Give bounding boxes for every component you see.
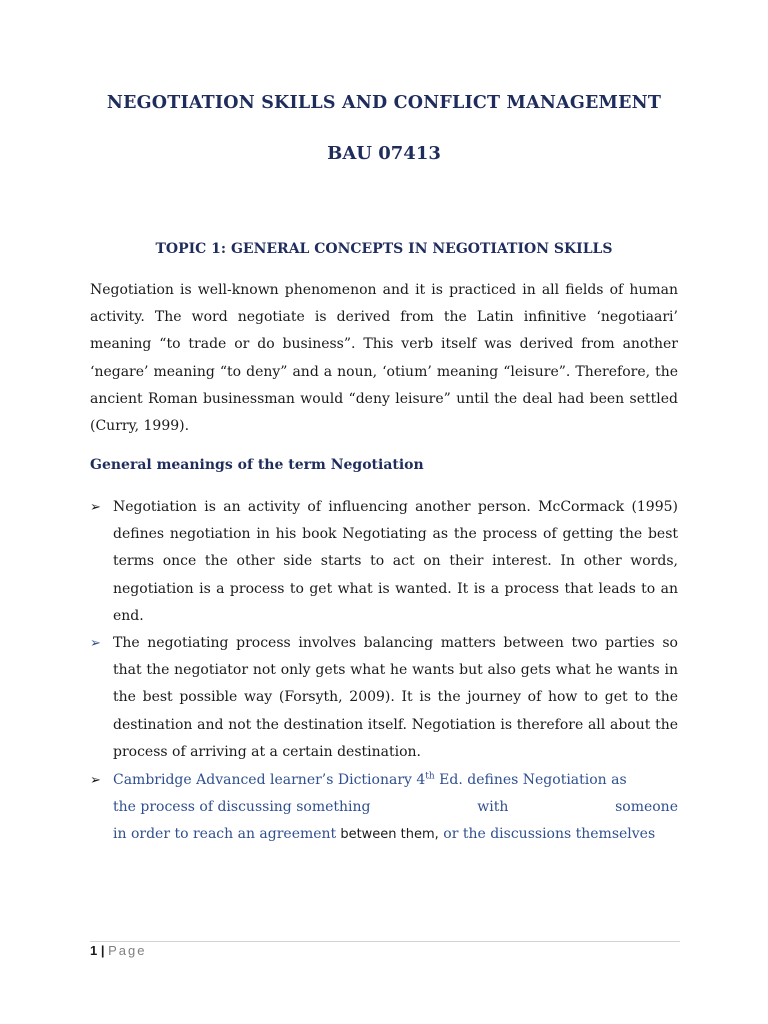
definition-text-f: or the discussions themselves: [438, 826, 656, 843]
definition-text-a: the process of discussing something: [113, 799, 371, 816]
definition-line-3: [113, 821, 678, 848]
bullet-item: [90, 494, 678, 630]
course-title: NEGOTIATION SKILLS AND CONFLICT MANAGEMENT: [106, 93, 662, 113]
arrow-bullet-icon: ➢: [90, 773, 101, 788]
page-number: 1: [90, 943, 98, 958]
dictionary-definition: [113, 767, 678, 849]
page-footer: [90, 943, 146, 958]
bullet-item-dictionary: [90, 767, 678, 849]
bullet-item: [90, 630, 678, 766]
arrow-bullet-icon: ➢: [90, 636, 101, 651]
edition-superscript: th: [425, 771, 435, 782]
arrow-bullet-icon: ➢: [90, 500, 101, 515]
definition-line-2: [113, 794, 678, 821]
section-heading: General meanings of the term Negotiation: [90, 457, 424, 473]
bullet-text: The negotiating process involves balancing matters between two parties so that the negotiator not only gets what he wants but also gets what he wants in the best possible way (Forsyth, 2009). It is the journey of how to get to the destination and not the destination itself. Negotiation is therefore all about the process of arriving at a certain destination.: [113, 635, 678, 760]
footer-divider: [90, 941, 680, 942]
page-label: Page: [108, 943, 147, 958]
bullet-text: Negotiation is an activity of influencing another person. McCormack (1995) defines negotiation in his book Negotiating as the process of getting the best terms once the other side starts to act on their interest. In other words, negotiation is a process to get what is wanted. It is a process that leads to an end.: [113, 499, 678, 624]
intro-paragraph: Negotiation is well-known phenomenon and it is practiced in all fields of human activity. The word negotiate is derived from the Latin infinitive ‘negotiaari’ meaning “to trade or do business”. This verb itself was derived from another ‘negare’ meaning “to deny” and a noun, ‘otium’ meaning “leisure”. Therefore, the ancient Roman businessman would “deny leisure” until the deal had been settled (Curry, 1999).: [90, 282, 678, 435]
definition-text-c: someone: [615, 799, 678, 816]
footer-separator: |: [97, 943, 109, 958]
definition-source: Cambridge Advanced learner’s Dictionary 4: [113, 772, 426, 788]
topic-title: TOPIC 1: GENERAL CONCEPTS IN NEGOTIATION SKILLS: [155, 241, 613, 257]
definition-text-b: with: [477, 799, 509, 816]
definition-text-e: between them,: [336, 827, 439, 843]
definition-text-d: in order to reach an agreement: [113, 826, 337, 843]
definition-source-edition: Ed. defines Negotiation as: [434, 772, 627, 788]
course-code: BAU 07413: [327, 143, 441, 164]
definition-line-1: [113, 767, 678, 794]
